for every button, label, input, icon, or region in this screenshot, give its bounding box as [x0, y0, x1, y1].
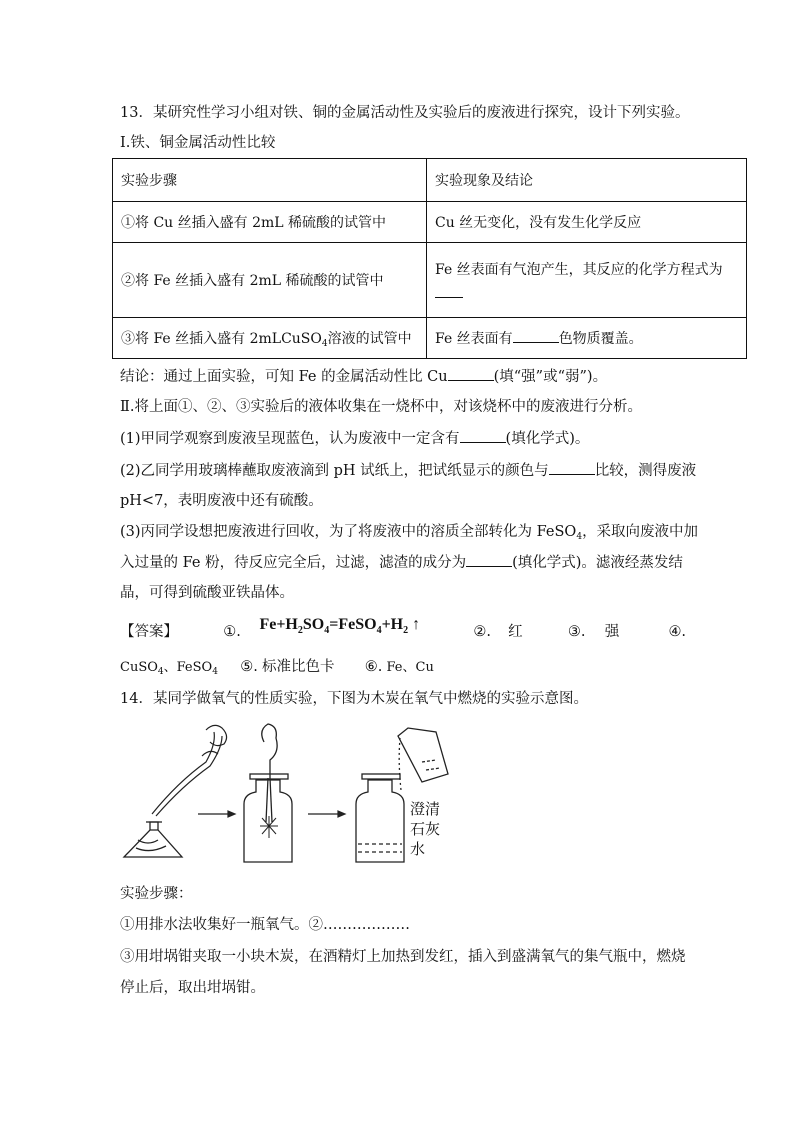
answer-blank	[448, 366, 494, 381]
answer-num-4: ④.	[668, 624, 687, 640]
q13-p2-cont: pH<7，表明废液中还有硫酸。	[120, 493, 323, 509]
q14-step1: ①用排水法收集好一瓶氧气。②………………	[120, 917, 410, 933]
result-text: Fe 丝表面有气泡产生，其反应的化学方程式为	[435, 261, 723, 278]
experiment-table	[112, 158, 747, 359]
answer-num-1: ①.	[223, 624, 241, 640]
answer-blank	[513, 328, 559, 343]
figure-label: 澄清 石灰 水	[410, 800, 441, 858]
q13-p3-end: 晶，可得到硫酸亚铁晶体。	[120, 585, 294, 601]
q13-title: 13．某研究性学习小组对铁、铜的金属活动性及实验后的废液进行探究，设计下列实验。	[120, 105, 690, 121]
answer-num-6: ⑥.	[364, 659, 383, 675]
beaker-icon	[398, 728, 448, 790]
q14-step3: ③用坩埚钳夹取一小块木炭，在酒精灯上加热到发红，插入到盛满氧气的集气瓶中，燃烧	[120, 949, 686, 965]
answer-blank	[549, 460, 595, 475]
q14-step3-cont: 停止后，取出坩埚钳。	[120, 980, 265, 996]
table-cell-result: Fe 丝表面有 色物质覆盖。	[427, 318, 747, 359]
answer-5: 标准比色卡	[261, 659, 335, 675]
answer-4: CuSO$_4$、FeSO$_4$	[120, 660, 218, 677]
q13-part1-heading: Ⅰ.铁、铜金属活动性比较	[120, 135, 276, 151]
answer-line	[120, 616, 687, 648]
arrow-right-icon	[308, 811, 345, 817]
answer-num-2: ②.	[473, 624, 491, 640]
q13-p1: (1)甲同学观察到废液呈现蓝色，认为废液中一定含有 (填化学式)。	[120, 428, 589, 449]
table-cell-step: ③将 Fe 丝插入盛有 2mLCuSO$_4$溶液的试管中	[113, 318, 427, 359]
answer-num-3: ③.	[567, 624, 586, 640]
arrow-right-icon	[198, 811, 235, 817]
q13-conclusion: 结论：通过上面实验，可知 Fe 的金属活动性比 Cu (填“强”或“弱”)。	[120, 366, 607, 387]
answer-6: Fe、Cu	[386, 660, 434, 675]
answer-blank	[466, 552, 512, 567]
answer-blank	[460, 428, 506, 443]
chemical-equation: $Fe+H_2SO_4=FeSO_4+H_2$ ↑	[259, 616, 421, 636]
alcohol-lamp-icon	[124, 822, 182, 857]
table-header-step: 实验步骤	[113, 159, 427, 202]
table-row	[113, 243, 747, 318]
answer-2: 红	[508, 624, 523, 640]
answer-label: 【答案】	[120, 624, 178, 640]
answer-blank	[435, 283, 463, 298]
table-cell-step: ①将 Cu 丝插入盛有 2mL 稀硫酸的试管中	[113, 202, 427, 243]
q13-p3-cont: 入过量的 Fe 粉，待反应完全后，过滤，滤渣的成分为 (填化学式)。滤液经蒸发结	[120, 552, 683, 573]
answer-3: 强	[604, 624, 620, 640]
table-header-row	[113, 159, 747, 202]
q13-part2-heading: Ⅱ.将上面①、②、③实验后的液体收集在一烧杯中，对该烧杯中的废液进行分析。	[120, 399, 642, 415]
q14-steps-label: 实验步骤：	[120, 886, 193, 902]
q14-title: 14．某同学做氧气的性质实验，下图为木炭在氧气中燃烧的实验示意图。	[120, 691, 588, 707]
table-row	[113, 318, 747, 359]
tongs-icon	[152, 725, 227, 816]
gas-jar-limewater-icon	[356, 774, 404, 862]
gas-jar-burning-icon	[244, 724, 292, 862]
table-cell-result: Cu 丝无变化，没有发生化学反应	[427, 202, 747, 243]
table-header-result: 实验现象及结论	[427, 159, 747, 202]
table-cell-step: ②将 Fe 丝插入盛有 2mL 稀硫酸的试管中	[113, 243, 427, 318]
q13-p3: (3)丙同学设想把废液进行回收，为了将废液中的溶质全部转化为 FeSO$_4$，采取向废液中加	[120, 524, 699, 542]
table-row	[113, 202, 747, 243]
table-cell-result	[427, 243, 747, 318]
answer-line-2	[120, 657, 434, 682]
answer-num-5: ⑤.	[240, 659, 258, 675]
q13-p2: (2)乙同学用玻璃棒蘸取废液滴到 pH 试纸上，把试纸显示的颜色与 比较，测得废液	[120, 460, 696, 481]
